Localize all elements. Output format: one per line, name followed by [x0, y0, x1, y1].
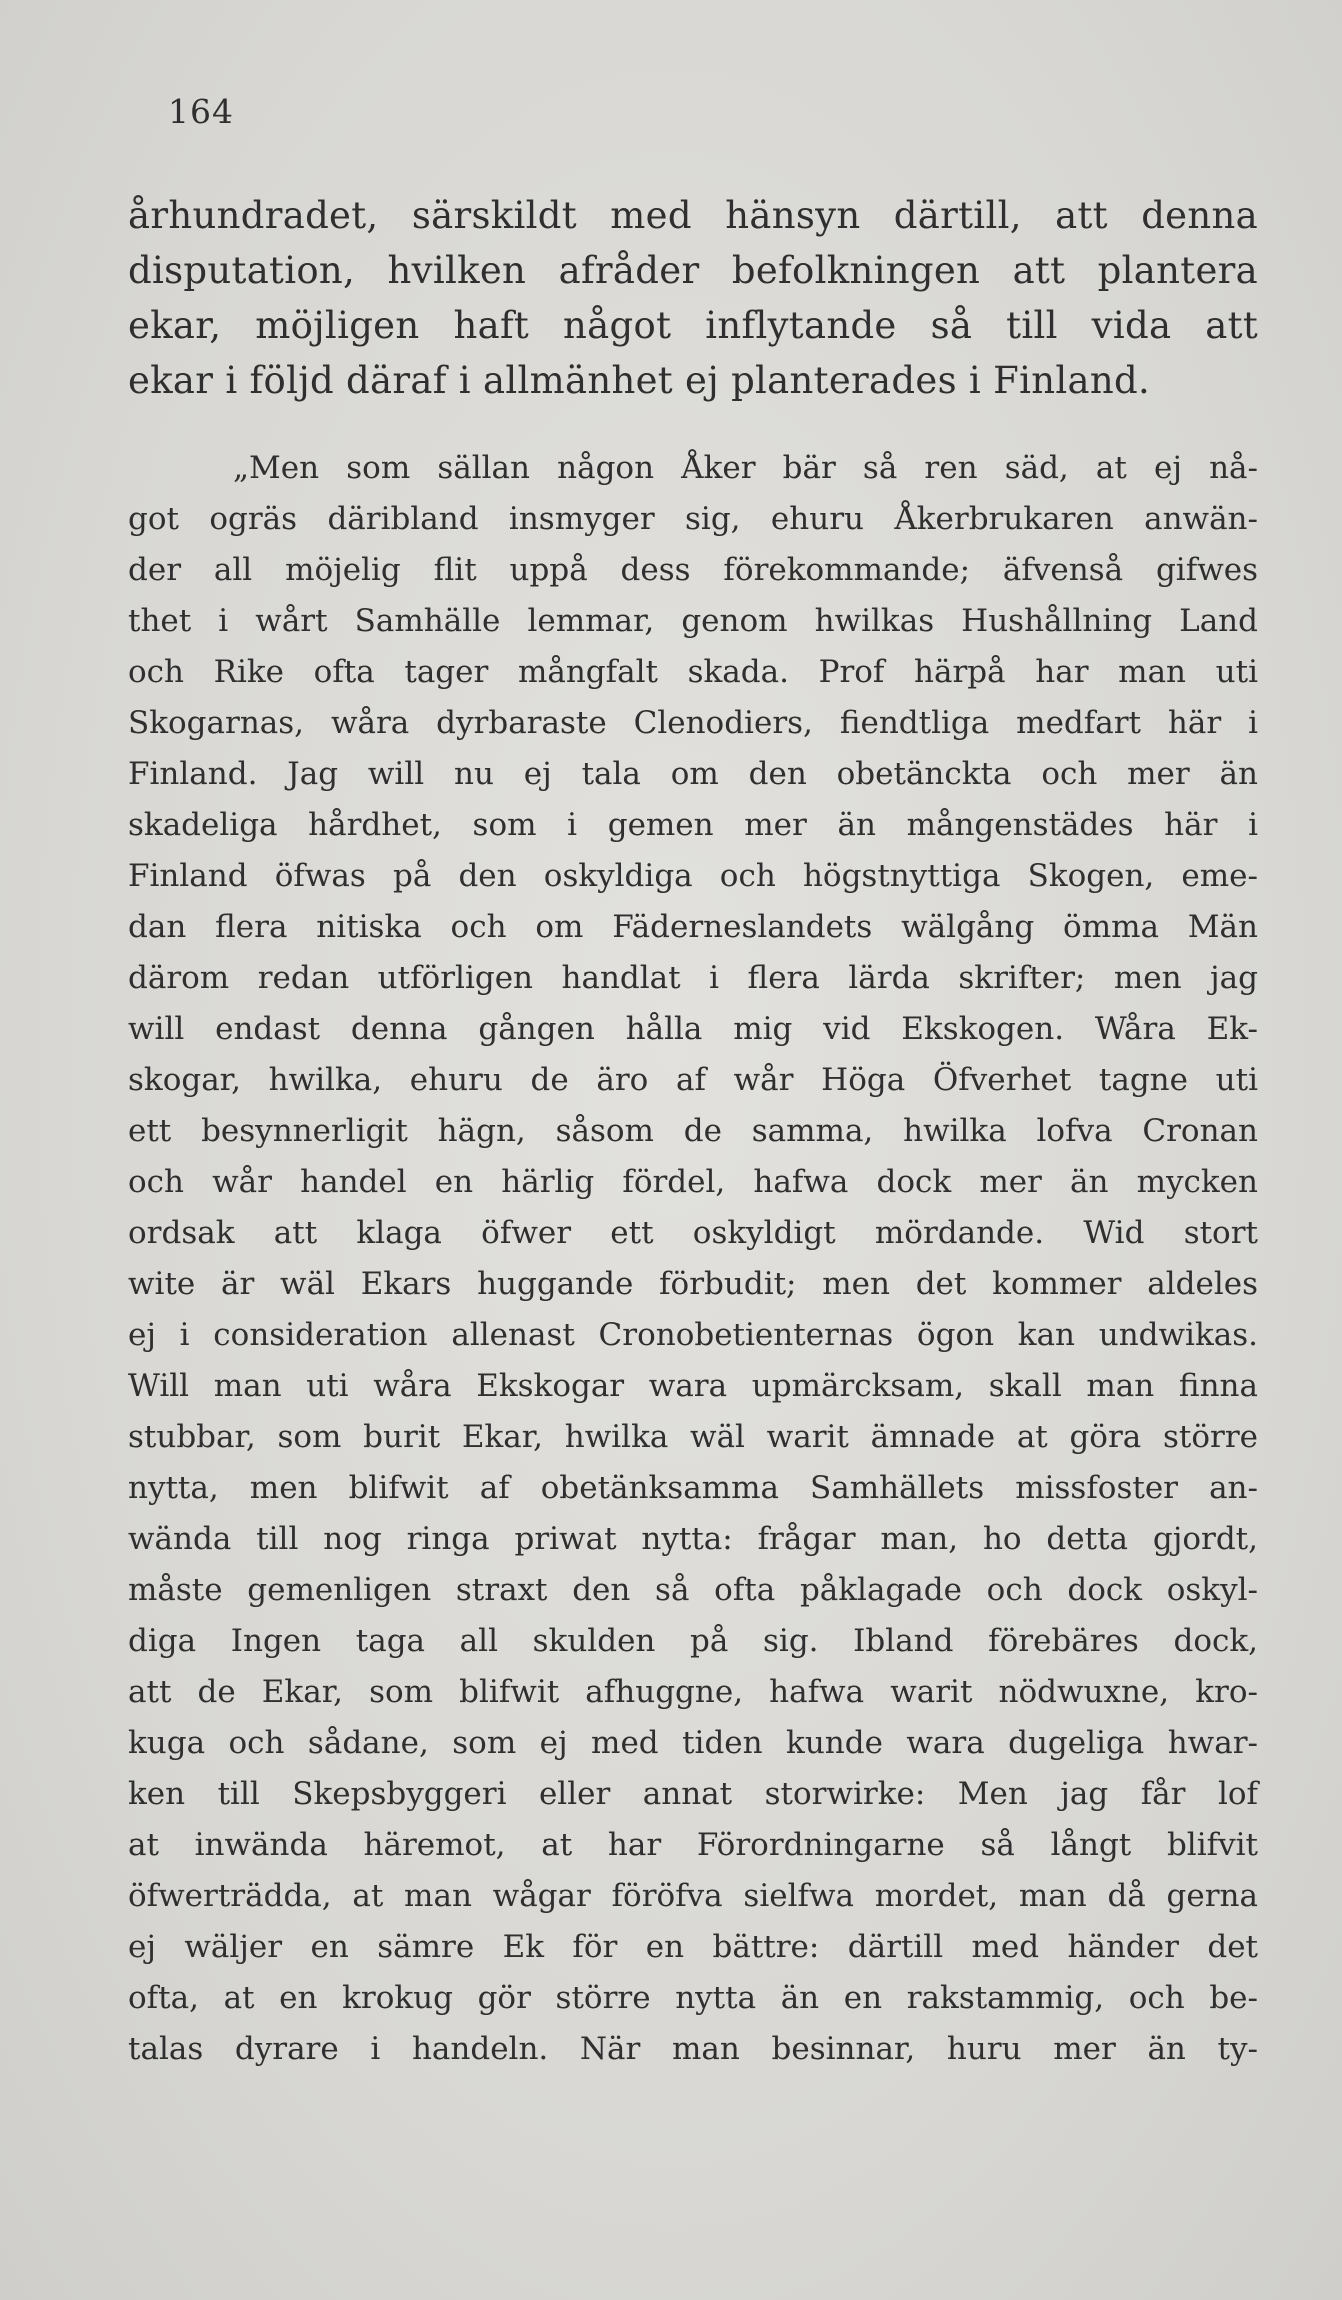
text-line: ken till Skepsbyggeri eller annat storwirke: Men jag får lof: [128, 1776, 1258, 1812]
text-line: Skogarnas, wåra dyrbaraste Clenodiers, fiendtliga medfart här i: [128, 705, 1258, 741]
text-line: ej i consideration allenast Cronobetienternas ögon kan undwikas.: [128, 1317, 1258, 1353]
text-line: ekar i följd däraf i allmänhet ej planterades i Finland.: [128, 359, 1151, 402]
text-line: ekar, möjligen haft något inflytande så till vida att: [128, 304, 1258, 347]
text-line: diga Ingen taga all skulden på sig. Ibland förebäres dock,: [128, 1623, 1258, 1659]
text-line: wite är wäl Ekars huggande förbudit; men det kommer aldeles: [128, 1266, 1258, 1302]
text-line: och wår handel en härlig fördel, hafwa dock mer än mycken: [128, 1164, 1258, 1200]
text-line: talas dyrare i handeln. När man besinnar, huru mer än ty-: [128, 2031, 1258, 2067]
text-line: „Men som sällan någon Åker bär så ren säd, at ej nå-: [233, 450, 1258, 486]
text-line: århundradet, särskildt med hänsyn därtill, att denna: [128, 194, 1258, 237]
text-line: ordsak att klaga öfwer ett oskyldigt mördande. Wid stort: [128, 1215, 1258, 1251]
text-line: ej wäljer en sämre Ek för en bättre: därtill med händer det: [128, 1929, 1258, 1965]
text-line: kuga och sådane, som ej med tiden kunde wara dugeliga hwar-: [128, 1725, 1258, 1761]
text-line: ofta, at en krokug gör större nytta än en rakstammig, och be-: [128, 1980, 1258, 2016]
text-line: Will man uti wåra Ekskogar wara upmärcksam, skall man finna: [128, 1368, 1258, 1404]
text-line: och Rike ofta tager mångfalt skada. Prof härpå har man uti: [128, 654, 1258, 690]
text-line: der all möjelig flit uppå dess förekommande; äfvenså gifwes: [128, 552, 1258, 588]
text-line: skogar, hwilka, ehuru de äro af wår Höga Öfverhet tagne uti: [128, 1062, 1258, 1098]
text-line: will endast denna gången hålla mig vid Ekskogen. Wåra Ek-: [128, 1011, 1258, 1047]
intro-paragraph: [128, 188, 1258, 408]
quoted-passage: [128, 443, 1258, 2075]
text-line: att de Ekar, som blifwit afhuggne, hafwa warit nödwuxne, kro-: [128, 1674, 1258, 1710]
text-line: skadeliga hårdhet, som i gemen mer än mångenstädes här i: [128, 807, 1258, 843]
text-line: got ogräs däribland insmyger sig, ehuru Åkerbrukaren anwän-: [128, 501, 1258, 537]
text-line: at inwända häremot, at har Förordningarne så långt blifvit: [128, 1827, 1258, 1863]
text-line: thet i wårt Samhälle lemmar, genom hwilkas Hushållning Land: [128, 603, 1258, 639]
text-line: öfwerträdda, at man wågar föröfva sielfwa mordet, man då gerna: [128, 1878, 1258, 1914]
text-line: Finland öfwas på den oskyldiga och högstnyttiga Skogen, eme-: [128, 858, 1258, 894]
text-line: stubbar, som burit Ekar, hwilka wäl warit ämnade at göra större: [128, 1419, 1258, 1455]
text-line: därom redan utförligen handlat i flera lärda skrifter; men jag: [128, 960, 1258, 996]
text-line: ett besynnerligit hägn, såsom de samma, hwilka lofva Cronan: [128, 1113, 1258, 1149]
text-line: Finland. Jag will nu ej tala om den obetänckta och mer än: [128, 756, 1258, 792]
text-line: disputation, hvilken afråder befolkningen att plantera: [128, 249, 1258, 292]
text-line: wända till nog ringa priwat nytta: frågar man, ho detta gjordt,: [128, 1521, 1258, 1557]
text-line: måste gemenligen straxt den så ofta påklagade och dock oskyl-: [128, 1572, 1258, 1608]
text-line: nytta, men blifwit af obetänksamma Samhällets missfoster an-: [128, 1470, 1258, 1506]
page-number: 164: [168, 92, 234, 131]
text-line: dan flera nitiska och om Fäderneslandets wälgång ömma Män: [128, 909, 1258, 945]
